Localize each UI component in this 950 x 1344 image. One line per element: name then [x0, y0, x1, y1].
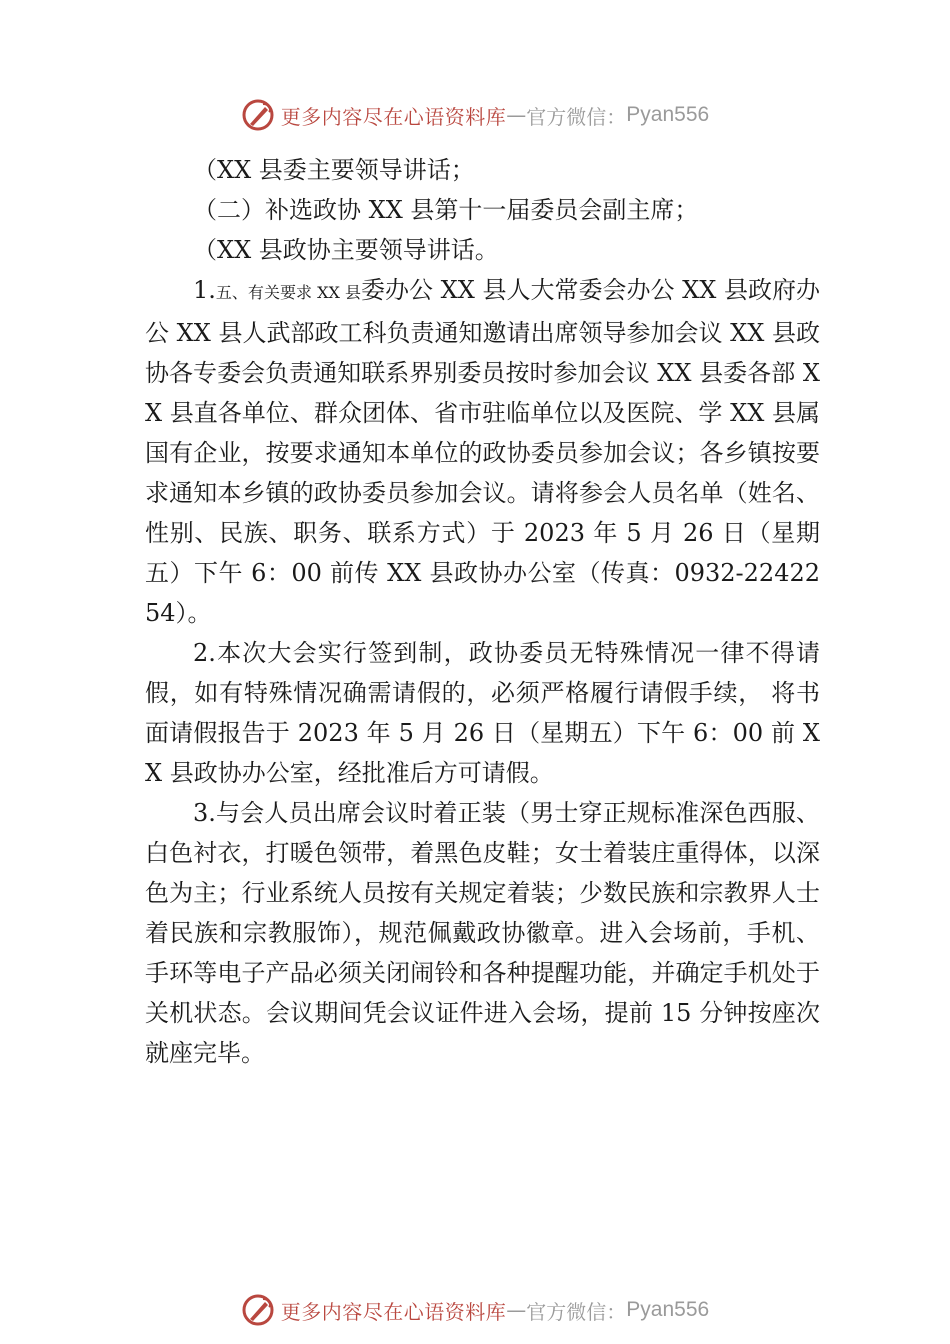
para1-body: 委办公 XX 县人大常委会办公 XX 县政府办公 XX 县人武部政工科负责通知邀请出席领导参加会议 XX 县政协各专委会负责通知联系界别委员按时参加会议 XX 县委各部 XX 县直各单位、群众团体、省市驻临单位以及医院、学 XX 县属国有企业，按要求通知本单位的政协委员参加会议；各乡镇按要求通知本乡镇的政协委员参加会议。请将参会人员名单（姓名、性别、民族、职务、联系方式）于 2023 年 5 月 26 日（星期五）下午 6：00 前传 XX 县政协办公室（传真：0932-2242254）。 [145, 276, 820, 627]
banner-label: 官方微信： [526, 104, 627, 129]
para1-number: 1. [193, 276, 216, 304]
requirements-paragraph-3: 3.与会人员出席会议时着正装（男士穿正规标准深色西服、白色衬衣，打暖色领带，着黑色皮鞋；女士着装庄重得体，以深色为主；行业系统人员按有关规定着装；少数民族和宗教界人士着民族和宗教服饰），规范佩戴政协徽章。进入会场前，手机、手环等电子产品必须关闭闹铃和各种提醒功能，并确定手机处于关机状态。会议期间凭会议证件进入会场，提前 15 分钟按座次就座完毕。 [145, 799, 820, 1067]
list-item: （XX 县委主要领导讲话； [193, 156, 475, 184]
quill-logo-icon [241, 98, 275, 132]
header-banner [0, 95, 950, 135]
list-item: （XX 县政协主要领导讲话。 [193, 236, 499, 264]
list-item: （二）补选政协 XX 县第十一届委员会副主席； [193, 196, 699, 224]
banner-main-text: 更多内容尽在心语资料库 [280, 104, 507, 129]
banner-wechat-id: Pyan556 [626, 1298, 710, 1321]
banner-separator: — [506, 103, 527, 127]
document-body [145, 150, 820, 1073]
requirements-paragraph-1 [145, 270, 820, 633]
banner-wechat-id: Pyan556 [626, 103, 710, 126]
banner-label: 官方微信： [526, 1299, 627, 1324]
banner-separator: — [506, 1298, 527, 1322]
section-heading-inline: 五、有关要求 XX 县 [215, 283, 361, 302]
footer-banner [0, 1290, 950, 1330]
banner-main-text: 更多内容尽在心语资料库 [280, 1299, 507, 1324]
requirements-paragraph-2: 2.本次大会实行签到制，政协委员无特殊情况一律不得请假，如有特殊情况确需请假的，必须严格履行请假手续， 将书面请假报告于 2023 年 5 月 26 日（星期五）下午 6：00 前 XX 县政协办公室，经批准后方可请假。 [145, 639, 820, 787]
quill-logo-icon [241, 1293, 275, 1327]
